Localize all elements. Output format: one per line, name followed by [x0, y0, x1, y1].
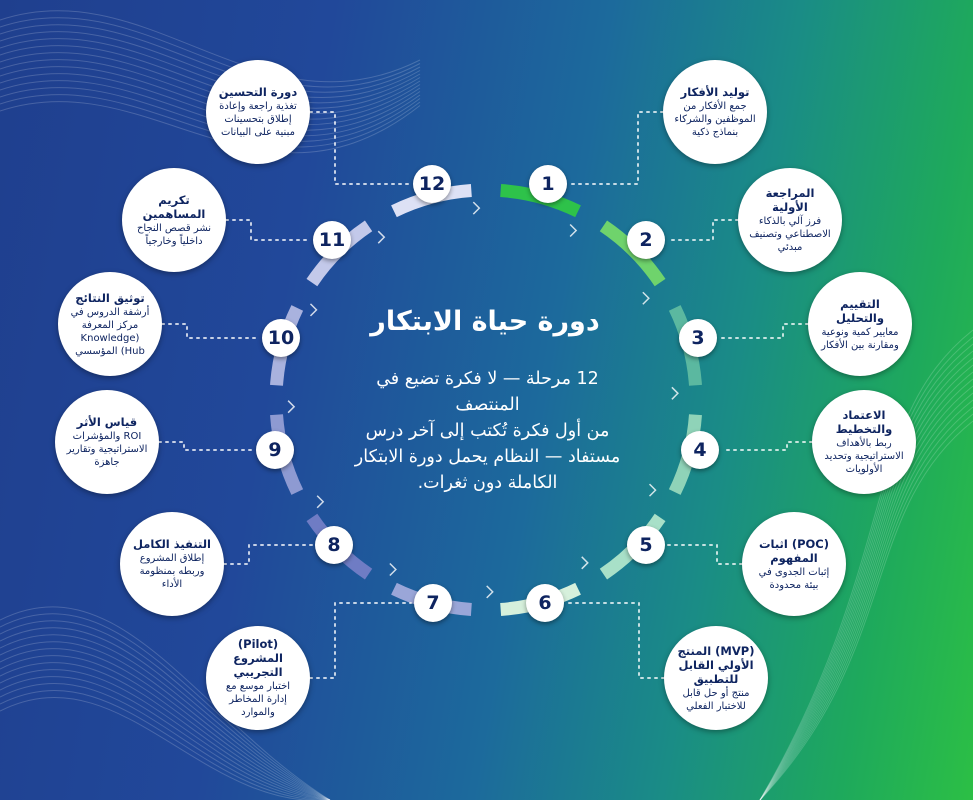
stage-number-badge: 11 [313, 221, 351, 259]
connector-line [668, 545, 742, 564]
stage-card [58, 272, 162, 376]
stage-number-badge: 3 [679, 319, 717, 357]
stage-title: قياس الأثر [76, 415, 138, 429]
ring-arrow [310, 304, 316, 316]
connector-line [720, 324, 808, 338]
stage-number-badge: 8 [315, 526, 353, 564]
diagram-description: 12 مرحلة — لا فكرة تضيع في المنتصف من أول فكرة تُكتب إلى آخر درس مستفاد — النظام يحمل دورة الابتكار الكاملة دون ثغرات. [354, 369, 621, 493]
ring-arrow [643, 292, 649, 304]
stage-description: فرز آلي بالذكاء الاصطناعي وتصنيف مبدئي [749, 216, 831, 253]
connector-line [668, 220, 738, 240]
ring-arrow [582, 557, 588, 569]
stage-number-badge: 9 [256, 431, 294, 469]
stage-number-badge: 6 [526, 584, 564, 622]
stage-description: معايير كمية ونوعية ومقارنة بين الأفكار [821, 326, 899, 351]
stage-card [122, 168, 226, 272]
stage-title: الاعتماد والتخطيط [835, 408, 893, 436]
stage-description: إطلاق المشروع وربطه بمنظومة الأداء [139, 553, 205, 590]
ring-arrow [390, 564, 396, 576]
connector-line [722, 442, 812, 450]
stage-title: المراجعة الأولية [765, 186, 815, 214]
stage-card [120, 512, 224, 616]
ring-arrow [650, 484, 656, 496]
stage-card [742, 512, 846, 616]
stage-title: التنفيذ الكامل [133, 537, 211, 551]
stage-description: ROI والمؤشرات الاستراتيجية وتقارير جاهزة [66, 431, 148, 468]
stage-card [55, 390, 159, 494]
stage-description: منتج أو حل قابل للاختبار الفعلي [682, 687, 750, 712]
stage-title: (Pilot) المشروع التجريبي [233, 637, 283, 679]
stage-number-badge: 5 [627, 526, 665, 564]
connector-line [310, 603, 411, 678]
connector-line [567, 603, 664, 678]
diagram-title: دورة حياة الابتكار [370, 306, 600, 337]
ring-arrow [473, 202, 479, 214]
ring-arrow [317, 496, 323, 508]
stage-number-badge: 4 [681, 431, 719, 469]
ring-arrow [672, 387, 678, 399]
stage-description: جمع الأفكار من الموظفين والشركاء بنماذج ذكية [674, 101, 756, 138]
connector-line [162, 324, 259, 338]
connector-line [224, 545, 312, 564]
stage-card [808, 272, 912, 376]
stage-title: توليد الأفكار [680, 85, 750, 99]
stage-number-badge: 7 [414, 584, 452, 622]
stage-card [206, 626, 310, 730]
stage-description: ربط بالأهداف الاستراتيجية وتحديد الأولويات [824, 438, 904, 475]
stage-card [812, 390, 916, 494]
stage-title: (MVP) المنتج الأولي القابل للتطبيق [677, 643, 755, 686]
ring-arrow [288, 401, 294, 413]
stage-number-badge: 1 [529, 165, 567, 203]
stage-title: التقييم والتحليل [835, 296, 885, 325]
stage-card [738, 168, 842, 272]
stage-description: نشر قصص النجاح داخلياً وخارجياً [136, 222, 212, 247]
stage-number-badge: 2 [627, 221, 665, 259]
stage-description: اختبار موسع مع إدارة المخاطر والموارد [225, 681, 291, 718]
connector-line [226, 220, 310, 240]
stage-number-badge: 10 [262, 319, 300, 357]
connector-line [159, 442, 253, 450]
wave-line [0, 25, 420, 93]
stage-card [663, 60, 767, 164]
ring-arrow [487, 586, 493, 598]
stage-description: إثبات الجدوى في بيئة محدودة [758, 566, 830, 591]
connector-line [570, 112, 663, 184]
stage-title: توثيق النتائج [75, 290, 145, 305]
stage-number-badge: 12 [413, 165, 451, 203]
stage-description: أرشفة الدروس في مركز المعرفة (Knowledge Hub) المؤسسي [70, 306, 150, 357]
stage-title: تكريم المساهمين [142, 192, 206, 221]
ring-arrow [570, 224, 576, 236]
stage-card [664, 626, 768, 730]
stage-description: تغذية راجعة وإعادة إطلاق بتحسينات مبنية على البيانات [219, 101, 297, 138]
stage-card [206, 60, 310, 164]
stage-title: (POC) اثبات المفهوم [758, 536, 829, 565]
stage-title: دورة التحسين [218, 85, 298, 99]
ring-arrow [378, 231, 384, 243]
